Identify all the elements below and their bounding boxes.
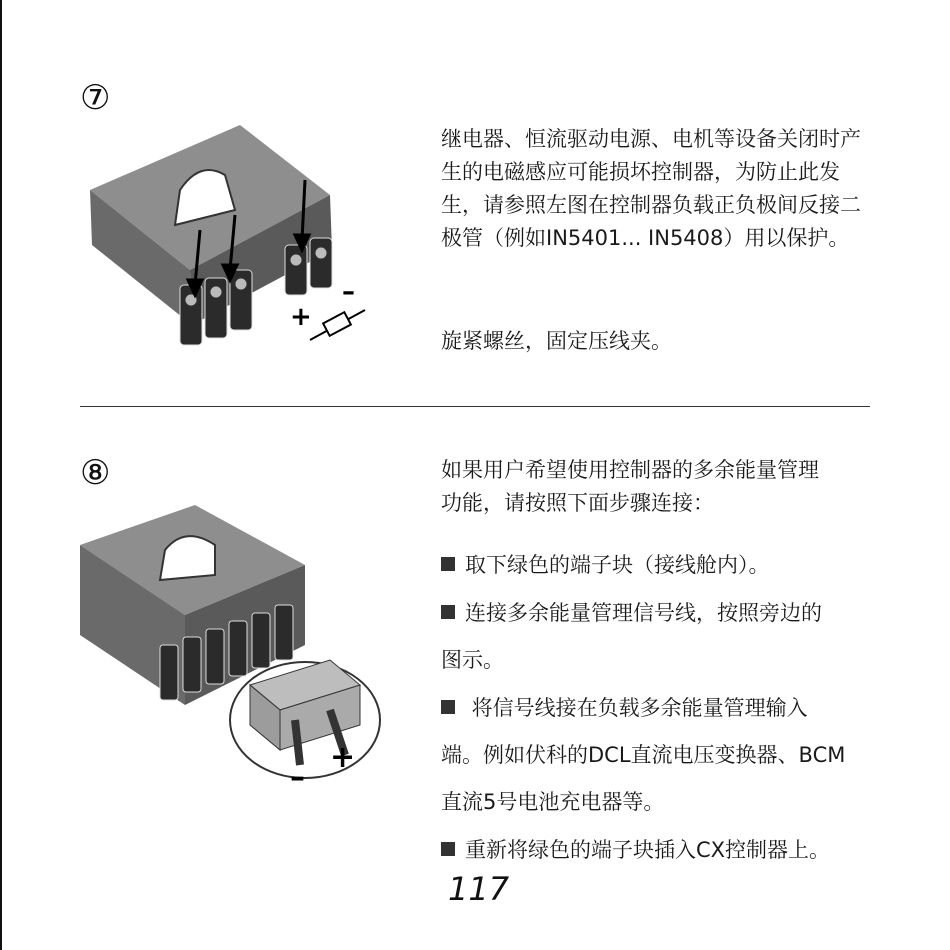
step-8-number: ⑧	[80, 453, 111, 493]
step-7-paragraph-2: 旋紧螺丝，固定压线夹。	[441, 329, 672, 353]
bullet-square-icon	[441, 700, 455, 714]
bullet-3-continued-1: 端。例如伏科的DCL直流电压变换器、BCM	[441, 743, 846, 767]
bullet-2-continued: 图示。	[441, 648, 504, 672]
bullet-square-icon	[441, 842, 455, 856]
bullet-square-icon	[441, 605, 455, 619]
bullet-2-text: 连接多余能量管理信号线，按照旁边的	[465, 601, 822, 625]
signal-minus-label: –	[290, 760, 305, 795]
controller-signal-figure	[75, 505, 395, 795]
bullet-3-text: 将信号线接在负载多余能量管理输入	[465, 696, 808, 720]
step-7-number: ⑦	[80, 78, 111, 118]
bullet-2	[441, 598, 822, 628]
controller-diode-figure	[80, 120, 380, 370]
bullet-1	[441, 550, 770, 580]
diode-minus-label: –	[342, 277, 355, 307]
bullet-3	[441, 693, 808, 723]
step-8-intro-line-1: 如果用户希望使用控制器的多余能量管理	[441, 458, 819, 482]
page-edge	[0, 0, 2, 950]
terminal-plug	[250, 660, 360, 750]
bullet-4	[441, 835, 830, 865]
diode-plus-label: +	[290, 302, 312, 332]
step-7-paragraph-1: 继电器、恒流驱动电源、电机等设备关闭时产生的电磁感应可能损坏控制器，为防止此发生，请参照左图在控制器负载正负极间反接二极管（例如IN5401... IN5408）用以保护。	[441, 127, 861, 250]
section-divider	[80, 406, 870, 407]
bullet-3-continued-2: 直流5号电池充电器等。	[441, 790, 665, 814]
step-8-intro-line-2: 功能，请按照下面步骤连接：	[441, 491, 714, 515]
bullet-1-text: 取下绿色的端子块（接线舱内）。	[465, 553, 770, 577]
bullet-square-icon	[441, 557, 455, 571]
diode-icon	[310, 310, 365, 340]
page-number: 117	[448, 870, 510, 908]
bullet-4-text: 重新将绿色的端子块插入CX控制器上。	[465, 838, 831, 862]
signal-plus-label: +	[330, 740, 356, 775]
